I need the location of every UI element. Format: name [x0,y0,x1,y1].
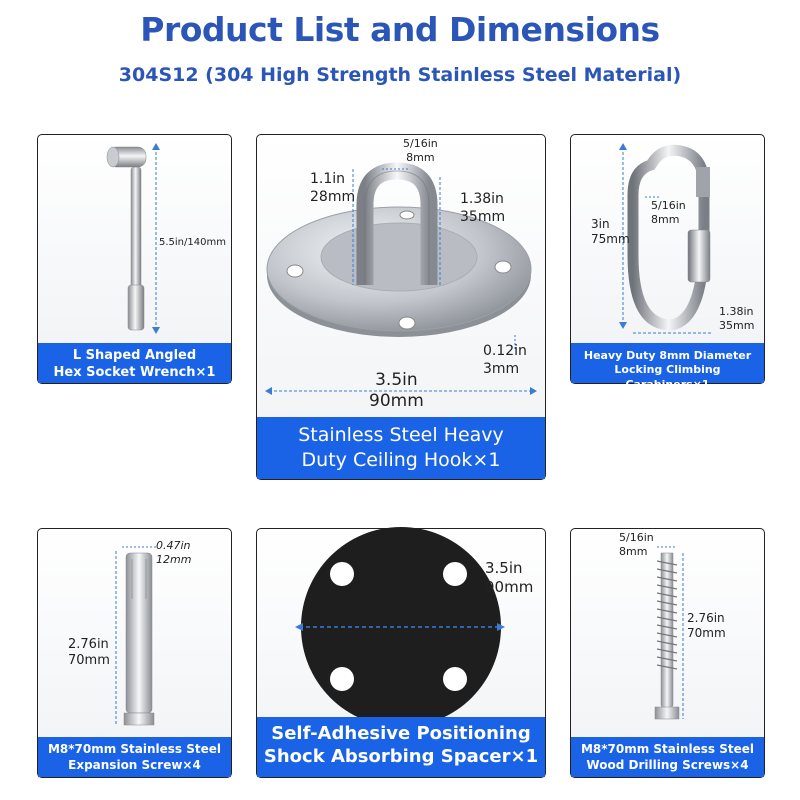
page-title: Product List and Dimensions [140,10,660,49]
carabiner-thickness-in: 5/16in [651,199,686,212]
expansion-length-label [68,637,110,670]
hook-diameter-label [369,370,424,413]
carabiner-width-in: 1.38in [719,305,754,318]
spacer-diameter-mm: 90mm [485,577,534,596]
expansion-diameter-label [156,539,191,567]
hook-caption-line2: Duty Ceiling Hook×1 [301,448,501,471]
product-card-spacer [256,528,546,778]
expansion-length-in: 2.76in [68,637,109,652]
spacer-caption-line2: Shock Absorbing Spacer×1 [263,746,539,768]
wood-screw-caption-line1: M8*70mm Stainless Steel [580,742,755,756]
hook-thickness-mm: 8mm [406,150,435,164]
spacer-diameter-label [485,559,533,597]
product-card-wrench [37,134,232,384]
hook-caption-line1: Stainless Steel Heavy [298,424,504,446]
hook-plate-thickness-label [483,343,527,378]
wood-screw-length-in: 2.76in [687,611,725,625]
hook-thickness-label [403,137,438,165]
carabiner-thickness-mm: 8mm [651,212,680,226]
hook-width-label [310,171,355,206]
expansion-caption [38,737,231,777]
expansion-caption-line1: M8*70mm Stainless Steel [47,742,222,756]
carabiner-caption-line2: Locking Climbing Carabiners×1 [614,363,721,391]
hook-plate-in: 0.12in [483,343,527,359]
wrench-caption-line1: L Shaped Angled [72,348,197,363]
hook-plate-mm: 3mm [483,360,520,377]
carabiner-thickness-label [651,199,686,227]
hook-height-label [460,191,505,226]
wood-screw-length-label [687,611,726,641]
expansion-diameter-in: 0.47in [156,539,191,552]
hook-diameter-mm: 90mm [369,391,424,412]
wood-screw-caption-line2: Wood Drilling Screws×4 [586,757,749,772]
wood-screw-caption [571,737,764,777]
carabiner-width-label [719,305,754,333]
hook-caption [257,417,545,479]
carabiner-height-mm: 75mm [591,232,630,246]
hook-width-mm: 28mm [310,188,356,205]
spacer-caption-line1: Self-Adhesive Positioning [271,723,531,744]
expansion-diameter-mm: 12mm [156,552,192,566]
page-subtitle: 304S12 (304 High Strength Stainless Steel Material) [118,64,682,86]
wood-screw-length-mm: 70mm [687,626,726,640]
carabiner-height-in: 3in [591,217,610,231]
wrench-length-label: 5.5in/140mm [159,237,226,248]
product-card-wood-screw [570,528,765,778]
product-card-expansion-screw [37,528,232,778]
hook-thickness-in: 5/16in [403,137,438,150]
expansion-caption-line2: Expansion Screw×4 [68,757,201,772]
wood-screw-diameter-in: 5/16in [619,531,654,544]
wood-screw-diameter-mm: 8mm [619,544,648,558]
wood-screw-diameter-label [619,531,654,559]
hook-height-in: 1.38in [460,191,504,207]
hook-diameter-in: 3.5in [375,370,418,390]
expansion-length-mm: 70mm [68,653,110,669]
product-card-carabiner [570,134,765,391]
wrench-caption [38,343,231,383]
spacer-diameter-in: 3.5in [485,559,523,577]
carabiner-caption [571,343,764,391]
carabiner-height-label [591,217,630,247]
carabiner-caption-line1: Heavy Duty 8mm Diameter [583,349,752,362]
wrench-caption-line2: Hex Socket Wrench×1 [53,364,216,380]
carabiner-width-mm: 35mm [719,318,755,332]
spacer-caption [257,717,545,777]
hook-width-in: 1.1in [310,171,346,187]
product-card-hook [256,134,546,480]
hook-height-mm: 35mm [460,208,506,225]
